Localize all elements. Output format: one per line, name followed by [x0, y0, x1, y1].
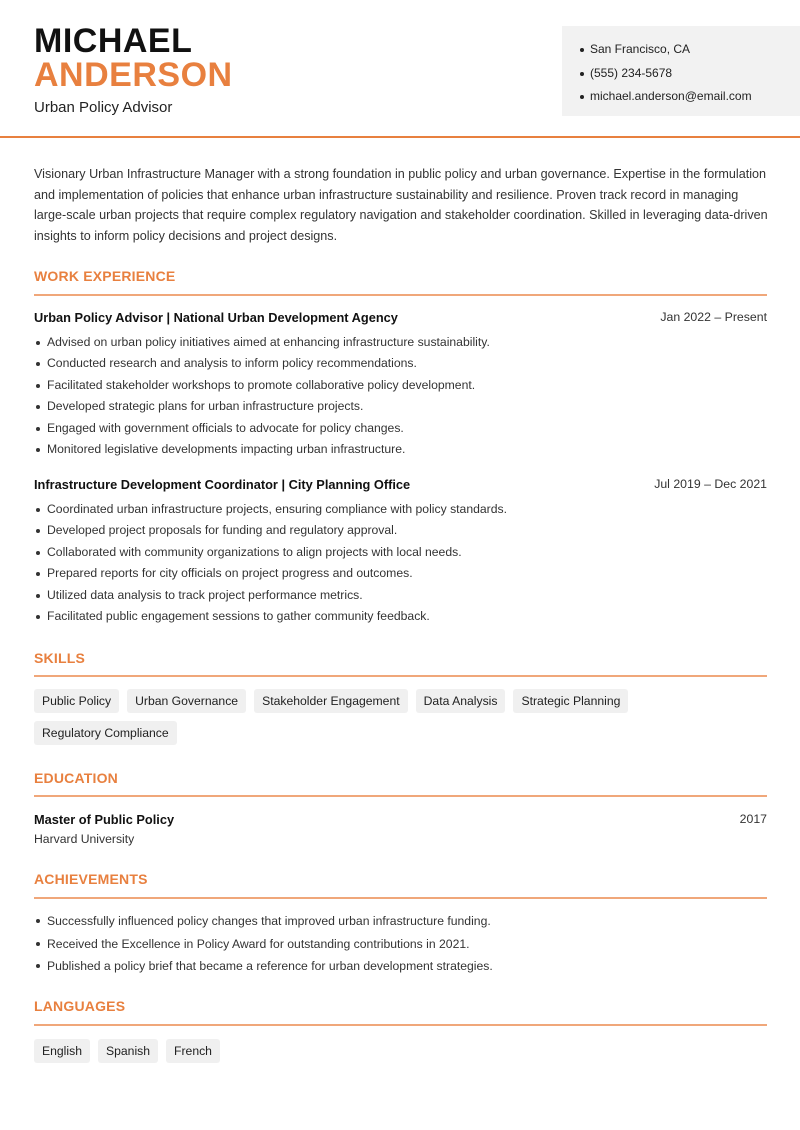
- job-dates: Jan 2022 – Present: [660, 310, 767, 324]
- contact-email[interactable]: michael.anderson@email.com: [580, 85, 800, 109]
- resume-header: [0, 0, 800, 138]
- job-role: Infrastructure Development Coordinator | City Planning Office: [34, 477, 411, 492]
- list-item: Collaborated with community organizations to align projects with local needs.: [34, 542, 767, 563]
- skill-chip: Urban Governance: [127, 689, 246, 713]
- list-item: Coordinated urban infrastructure projects, ensuring compliance with policy standards.: [34, 499, 767, 520]
- list-item: Utilized data analysis to track project performance metrics.: [34, 585, 767, 606]
- summary: Visionary Urban Infrastructure Manager with a strong foundation in public policy and urban governance. Expertise in the formulation and implementation of policies that enhance urban infrastructure sustainability and resilience. Proven track record in managing large-scale urban projects that require complex regulatory navigation and stakeholder coordination. Skilled in leveraging data-driven insights to inform policy decisions and project designs.: [34, 167, 768, 243]
- skill-chip: Data Analysis: [416, 689, 506, 713]
- list-item: Monitored legislative developments impacting urban infrastructure.: [34, 439, 767, 460]
- job-header: [34, 310, 767, 325]
- language-chip: French: [166, 1039, 220, 1063]
- list-item: Developed project proposals for funding and regulatory approval.: [34, 520, 767, 541]
- degree: Master of Public Policy: [34, 812, 175, 827]
- list-item: Facilitated stakeholder workshops to promote collaborative policy development.: [34, 375, 767, 396]
- first-name: MICHAEL: [34, 22, 193, 60]
- contact-phone: (555) 234-5678: [580, 62, 800, 86]
- list-item: Conducted research and analysis to inform policy recommendations.: [34, 353, 767, 374]
- job-title: Urban Policy Advisor: [34, 99, 173, 116]
- list-item: Developed strategic plans for urban infrastructure projects.: [34, 396, 767, 417]
- achievements-list: [34, 910, 767, 978]
- school: Harvard University: [34, 832, 135, 846]
- list-item: Advised on urban policy initiatives aimed at enhancing infrastructure sustainability.: [34, 332, 767, 353]
- work-experience-heading: WORK EXPERIENCE: [34, 268, 176, 284]
- section-divider: [34, 294, 767, 296]
- list-item: Published a policy brief that became a reference for urban development strategies.: [34, 955, 767, 978]
- skill-chip: Regulatory Compliance: [34, 721, 177, 745]
- education-header: [34, 812, 767, 827]
- graduation-year: 2017: [739, 812, 767, 826]
- skill-chip: Strategic Planning: [513, 689, 628, 713]
- section-divider: [34, 1024, 767, 1026]
- skills-heading: SKILLS: [34, 650, 85, 666]
- achievements-heading: ACHIEVEMENTS: [34, 871, 148, 887]
- skill-chip: Stakeholder Engagement: [254, 689, 408, 713]
- list-item: Facilitated public engagement sessions to gather community feedback.: [34, 606, 767, 627]
- contact-box: [562, 26, 800, 116]
- contact-location: San Francisco, CA: [580, 38, 800, 62]
- education-heading: EDUCATION: [34, 770, 118, 786]
- list-item: Received the Excellence in Policy Award for outstanding contributions in 2021.: [34, 933, 767, 956]
- job-bullets: [34, 499, 767, 627]
- languages-list: [34, 1039, 767, 1063]
- skill-chip: Public Policy: [34, 689, 119, 713]
- job-role: Urban Policy Advisor | National Urban Development Agency: [34, 310, 398, 325]
- section-divider: [34, 897, 767, 899]
- skills-list: [34, 689, 767, 745]
- list-item: Engaged with government officials to advocate for policy changes.: [34, 418, 767, 439]
- section-divider: [34, 675, 767, 677]
- language-chip: Spanish: [98, 1039, 158, 1063]
- list-item: Successfully influenced policy changes that improved urban infrastructure funding.: [34, 910, 767, 933]
- language-chip: English: [34, 1039, 90, 1063]
- job-bullets: [34, 332, 767, 460]
- list-item: Prepared reports for city officials on project progress and outcomes.: [34, 563, 767, 584]
- last-name: ANDERSON: [34, 56, 233, 94]
- section-divider: [34, 795, 767, 797]
- languages-heading: LANGUAGES: [34, 998, 126, 1014]
- job-dates: Jul 2019 – Dec 2021: [654, 477, 767, 491]
- job-header: [34, 477, 767, 492]
